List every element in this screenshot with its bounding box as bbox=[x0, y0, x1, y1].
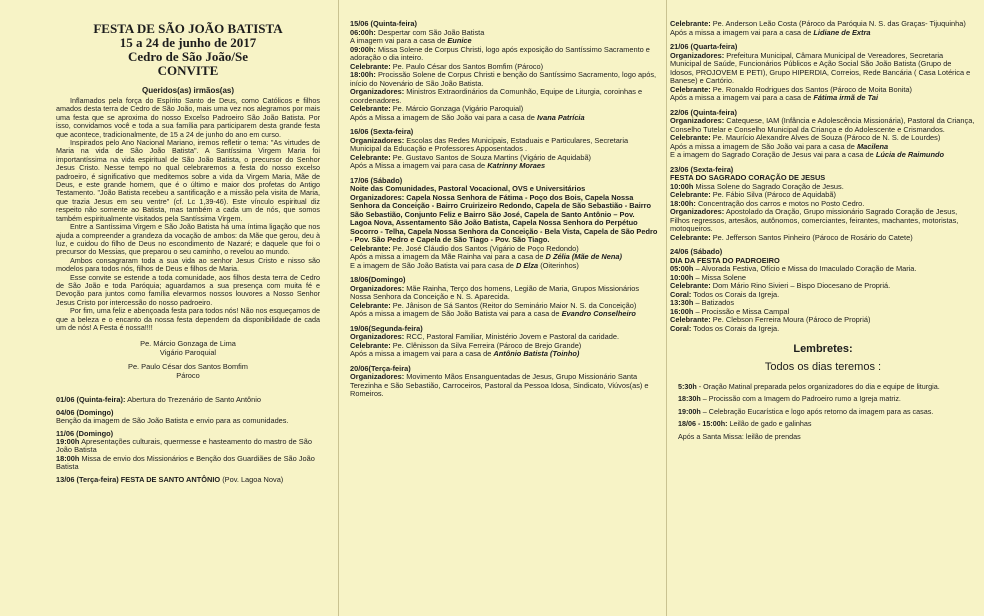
reminder-item bbox=[670, 395, 976, 403]
host-name: Macilena bbox=[856, 141, 889, 151]
line-text: Pe. José Cláudio dos Santos (Vigário de Poço Redondo) bbox=[390, 243, 579, 253]
host-name: Ivana Patrícia bbox=[536, 112, 585, 122]
line-text: Após a Missa a imagem vai para casa de bbox=[350, 161, 488, 170]
event-date: 01/06 (Quinta-feira): bbox=[56, 395, 126, 405]
line-text: Movimento Mãos Ensanguentadas de Jesus, Grupo Missionário Santa Terezinha e São Sebastião, Carroceiros, Pastoral da Pessoa Idosa, Sindicato, Viúvos(as) e Romeiros. bbox=[350, 372, 649, 398]
reminders-title: Lembretes: bbox=[793, 343, 853, 355]
event-text: Abertura do Trezenário de Santo Antônio bbox=[125, 395, 262, 405]
bold-label: Celebrante: bbox=[350, 300, 391, 310]
line-text: Após a missa a imagem de São João Batista vai para a casa de bbox=[350, 309, 562, 318]
bold-label: Organizadores: bbox=[350, 135, 405, 145]
line-text: Pe. Anderson Leão Costa (Pároco da Paróquia N. S. das Graças- Tijuquinha) bbox=[710, 19, 966, 28]
event-date: 21/06 (Quarta-feira) bbox=[670, 42, 738, 51]
line-text: Despertar com São João Batista bbox=[375, 27, 485, 37]
line-text: Ministros Extraordinários da Comunhão, Equipe de Liturgia, coroinhas e coordenadores. bbox=[350, 87, 643, 105]
bold-label: Celebrante: bbox=[670, 232, 711, 242]
host-name: Lúcia de Raimundo bbox=[875, 150, 944, 159]
signature bbox=[56, 340, 320, 357]
line-text: RCC, Pastoral Familiar, Ministério Jovem e Pastoral da caridade. bbox=[404, 332, 620, 341]
event-line bbox=[56, 455, 320, 472]
event-line bbox=[670, 29, 976, 38]
bold-label: Coral: bbox=[670, 323, 692, 333]
host-name: Eunice bbox=[447, 36, 472, 45]
event-line bbox=[56, 438, 320, 455]
schedule-item bbox=[56, 430, 320, 472]
bold-label: Noite das Comunidades, Pastoral Vocacional, OVS e Universitários bbox=[350, 184, 586, 193]
schedule-early bbox=[56, 396, 320, 484]
line-text: – Batizados bbox=[693, 298, 735, 307]
event-line bbox=[350, 262, 658, 271]
line-text: – Procissão e Missa Campal bbox=[693, 306, 790, 316]
event-block bbox=[670, 109, 976, 160]
event-block bbox=[670, 20, 976, 37]
reminder-time: 5:30h bbox=[678, 382, 697, 391]
schedule-item bbox=[56, 409, 320, 426]
event-block bbox=[350, 325, 658, 359]
bold-label: Organizadores: Capela Nossa Senhora de Fátima - Poço dos Bois, Capela Nossa Senhora da Conceição - Bairro Cruirizeiro Redondo, Capela de São Sebastião - Bairro São Sebastião, Conjunto Feliz e Bairro São José, Capela de Santo Antônio – Pov. Lagoa Nova, Assentamento São João Batista, Capela Nossa Senhora do Perpétuo Socorro - Telha, Capela Nossa Senhora da Conceição - Bela Vista, Capela de São Pedro - Pov. São Pedro e Capela de São Tiago - Pov. São Tiago. bbox=[350, 192, 658, 244]
event-block bbox=[350, 128, 658, 171]
bold-label: Celebrante: bbox=[670, 84, 711, 94]
host-name: D Zélia (Mãe de Nena) bbox=[545, 252, 622, 261]
event-text: Benção da imagem de São João Batista e envio para as comunidades. bbox=[56, 416, 289, 426]
signature bbox=[56, 363, 320, 380]
event-date: 17/06 (Sábado) bbox=[350, 175, 403, 185]
bold-label: Celebrante: bbox=[350, 243, 391, 253]
reminder-text: Após a Santa Missa: leilão de prendas bbox=[678, 431, 801, 441]
bold-label: Coral: bbox=[670, 289, 692, 299]
line-text: Todos os Corais da Igreja. bbox=[691, 289, 780, 299]
invitation-heading: CONVITE bbox=[157, 63, 219, 78]
line-text: Após a missa a imagem vai para a casa de bbox=[670, 93, 814, 102]
line-text: Pe. Clênisson da Silva Ferreira (Pároco de Brejo Grande) bbox=[390, 340, 582, 350]
line-text: Pe. Jefferson Santos Pinheiro (Pároco de Rosário do Catete) bbox=[710, 232, 913, 242]
event-date: 16/06 (Sexta-feira) bbox=[350, 127, 414, 136]
event-line bbox=[350, 310, 658, 319]
line-text: Após a missa a imagem de São João vai para a casa de bbox=[670, 141, 857, 151]
column-right bbox=[666, 0, 984, 616]
host-name: Lidiane de Extra bbox=[813, 27, 871, 37]
event-line bbox=[670, 208, 976, 234]
event-block bbox=[350, 276, 658, 319]
event-text: (Pov. Lagoa Nova) bbox=[220, 474, 284, 484]
reminder-item bbox=[670, 420, 976, 428]
event-block bbox=[350, 20, 658, 122]
event-line bbox=[350, 137, 658, 154]
bold-label: Organizadores: bbox=[670, 116, 725, 125]
event-line bbox=[350, 285, 658, 302]
bold-label: 10:00h bbox=[670, 181, 694, 191]
bold-label: DIA DA FESTA DO PADROEIRO bbox=[670, 255, 780, 265]
line-text: Apresentações culturais, quermesse e hasteamento do mastro de São João Batista bbox=[56, 437, 312, 455]
line-text: – Missa Solene bbox=[693, 272, 747, 282]
bold-label: 05:00h bbox=[670, 264, 694, 273]
event-date: 04/06 (Domingo) bbox=[56, 407, 114, 417]
line-text: E a imagem do Sagrado Coração de Jesus vai para a casa de bbox=[670, 150, 876, 159]
line-text: Concentração dos carros e motos no Posto Cedro. bbox=[695, 198, 865, 208]
reminder-text: – Procissão com a Imagem do Padroeiro rumo a Igreja matriz. bbox=[700, 394, 901, 404]
column-left bbox=[0, 0, 338, 616]
line-text: Após a missa a imagem vai para a casa de bbox=[350, 349, 494, 358]
line-text: Pe. Gustavo Santos de Souza Martins (Vigário de Aquidabã) bbox=[390, 152, 592, 162]
line-text: Procissão Solene de Corpus Christi e benção do Santíssimo Sacramento, logo após, início do Novenário de São João Batista. bbox=[350, 70, 657, 88]
event-line bbox=[670, 52, 976, 86]
reminder-text: - Oração Matinal preparada pelos organizadores do dia e equipe de liturgia. bbox=[696, 382, 940, 391]
event-line bbox=[350, 46, 658, 63]
event-line bbox=[350, 194, 658, 245]
event-date: 23/06 (Sexta-feira) bbox=[670, 164, 734, 174]
bold-label: 18:00h bbox=[56, 453, 80, 463]
event-line bbox=[350, 114, 658, 123]
event-date: 18/06(Domingo) bbox=[350, 275, 406, 284]
event-line bbox=[670, 94, 976, 103]
bold-label: 19:00h bbox=[56, 437, 80, 446]
bold-label: FESTA DO SAGRADO CORAÇÃO DE JESUS bbox=[670, 173, 826, 182]
line-text: (Oiterinhos) bbox=[538, 260, 579, 270]
bold-label: Organizadores: bbox=[670, 207, 725, 216]
event-date: 22/06 (Quinta-feira) bbox=[670, 107, 737, 117]
event-line bbox=[350, 71, 658, 88]
signatures bbox=[56, 340, 320, 380]
bold-label: Organizadores: bbox=[350, 372, 405, 381]
reminder-item bbox=[670, 408, 976, 416]
bold-label: Celebrante: bbox=[670, 315, 711, 324]
host-name: Antônio Batista (Toinho) bbox=[493, 349, 580, 358]
event-date: 13/06 (Terça-feira) FESTA DE SANTO ANTÔNIO bbox=[56, 474, 221, 484]
bold-label: Celebrante: bbox=[350, 152, 391, 162]
line-text: Catequese, IAM (Infância e Adolescência Missionária), Pastoral da Criança, Conselho Tutelar e Conselho Municipal da Criança e do Adolescente e Crismandos. bbox=[670, 116, 975, 134]
bold-label: Organizadores: bbox=[670, 50, 725, 60]
bold-label: Celebrante: bbox=[670, 133, 711, 142]
line-text: Missa de envio dos Missionários e Benção dos Guardiães de São João Batista bbox=[56, 453, 315, 472]
line-text: Todos os Corais da Igreja. bbox=[691, 323, 780, 333]
bold-label: 06:00h: bbox=[350, 27, 376, 37]
event-line bbox=[350, 373, 658, 399]
line-text: Pe. Ronaldo Rodrigues dos Santos (Pároco de Moita Bonita) bbox=[710, 84, 912, 94]
host-name: Katrinny Moraes bbox=[487, 161, 546, 170]
bold-label: 18:00h: bbox=[670, 198, 696, 208]
body-paragraph: Por fim, uma feliz e abençoada festa para todos nós! Não nos esqueçamos de que a beleza e o encanto da nossa festa dependem da disponibilidade de cada um de nós! A Festa é nossa!!!! bbox=[56, 306, 320, 332]
festival-dates: 15 a 24 de junho de 2017 bbox=[119, 35, 257, 50]
bold-label: 09:00h: bbox=[350, 44, 376, 54]
event-line bbox=[670, 325, 976, 334]
event-block bbox=[350, 177, 658, 271]
signer-role: Pároco bbox=[176, 370, 200, 380]
line-text: Pe. Maurício Alexandre Alves de Souza (Pároco de N. S. de Lourdes) bbox=[710, 133, 941, 142]
event-date: 11/06 (Domingo) bbox=[56, 428, 114, 438]
bold-label: Celebrante: bbox=[670, 19, 711, 28]
body-paragraph: Esse convite se estende a toda comunidade, aos filhos desta terra de Cedro de São João e toda Paróquia; aguardamos a sua presença com muita fé e Devoção para juntos como família elevarmos nossos louvores a Nosso Senhor Jesus Cristo por intercessão do nosso padroeiro. bbox=[56, 272, 320, 307]
greeting: Queridos(as) irmãos(as) bbox=[141, 86, 235, 95]
line-text: Após a Missa a imagem de São João vai para a casa de bbox=[350, 112, 537, 122]
event-line bbox=[350, 162, 658, 171]
line-text: Pe. Paulo César dos Santos Bomfim (Pároco) bbox=[390, 61, 544, 71]
event-block bbox=[350, 365, 658, 399]
event-block bbox=[670, 248, 976, 333]
line-text: Dom Mário Rino Sivieri – Bispo Diocesano de Propriá. bbox=[710, 281, 891, 290]
line-text: Escolas das Redes Municipais, Estaduais e Particulares, Secretaria Municipal da Educação e Professores Apposentados . bbox=[350, 135, 629, 153]
event-block bbox=[670, 43, 976, 103]
line-text: Pe. Fábio Silva (Pároco de Aquidabã) bbox=[710, 190, 836, 199]
line-text: Apostolado da Oração, Grupo missionário Sagrado Coração de Jesus, Filhos regressos, artesãos, autônomos, comerciantes, feirantes, machantes, motoristas, motoqueiros. bbox=[670, 207, 959, 233]
schedule-item bbox=[56, 396, 320, 404]
bold-label: Celebrante: bbox=[350, 61, 391, 71]
reminder-text: Leilão de gado e galinhas bbox=[727, 419, 812, 429]
line-text: Após a missa a imagem da Mãe Rainha vai para a casa de bbox=[350, 252, 546, 261]
reminders-list bbox=[670, 383, 976, 441]
event-line bbox=[350, 88, 658, 105]
line-text: Missa Solene do Sagrado Coração de Jesus. bbox=[693, 181, 844, 191]
body-paragraph: Ambos consagraram toda a sua vida ao senhor Jesus Cristo e nisso são modelos para todos nós, filhos de Deus e filhos de Maria. bbox=[56, 255, 320, 274]
host-name: D Elza bbox=[515, 260, 539, 270]
line-text: Missa Solene de Corpus Christi, logo após exposição do Santíssimo Sacramento e adoração o dia inteiro. bbox=[350, 44, 650, 62]
bold-label: Celebrante: bbox=[670, 281, 711, 290]
body-paragraph: Inspirados pelo Ano Nacional Mariano, iremos refletir o tema: "As virtudes de Maria na vida de São João Batista". A Santíssima Virgem Maria foi importantíssima na vida espiritual de São João Batista, o precursor do Senhor Jesus Cristo. Nesse tempo no qual celebraremos a festa do nosso excelso padroeiro, é significativo que meditemos sobre a vida da Virgem Maria, Mãe de Deus, e este grande homem, que é o último e maior dos profetas do Antigo Testamento. "João Batista recebeu a santificação e a missão pela visita de Maria, que trazia Jesus em seu ventre" (cf. Lc 1,39-46). Este vínculo espiritual diz respeito não somente ao Batista, mas também a cada um de nós, que somos também espiritualmente visitados pela Santíssima Virgem. bbox=[56, 138, 320, 223]
event-line bbox=[670, 234, 976, 243]
bold-label: 18:00h: bbox=[350, 70, 376, 79]
host-name: Evandro Conselheiro bbox=[561, 309, 636, 318]
bold-label: Organizadores: bbox=[350, 87, 405, 96]
signer-role: Vigário Paroquial bbox=[159, 347, 217, 357]
event-line bbox=[670, 151, 976, 160]
event-date: 24/06 (Sábado) bbox=[670, 247, 723, 256]
event-date: 19/06(Segunda-feira) bbox=[350, 323, 423, 333]
reminder-item bbox=[670, 383, 976, 391]
line-text: Após a missa a imagem vai para a casa de bbox=[670, 27, 814, 37]
line-text: Prefeitura Municipal, Câmara Municipal de Vereadores, Secretaria Municipal de Saúde, Funcionários Públicos e Ação Social São João Batista (Grupo de Idosos, PROJOVEM E PETI), Grupo HIPERDIA, Correios, Rede Bancária ( Casa Lotérica e Banese) e Cartório. bbox=[670, 50, 971, 85]
line-text: Pe. Clebson Ferreira Moura (Pároco de Propriá) bbox=[710, 315, 871, 324]
host-name: Fátima irmã de Tai bbox=[813, 93, 878, 102]
reminders-subtitle: Todos os dias teremos : bbox=[764, 361, 882, 373]
line-text: E a imagem de São João Batista vai para casa de bbox=[350, 260, 516, 270]
event-line bbox=[670, 117, 976, 134]
reminder-time: 18:30h bbox=[678, 394, 701, 404]
line-text: Pe. Jânison de Sá Santos (Reitor do Seminário Maior N. S. da Conceição) bbox=[390, 300, 637, 310]
event-line bbox=[350, 350, 658, 359]
schedule-item bbox=[56, 476, 320, 484]
bold-label: Celebrante: bbox=[670, 190, 711, 199]
reminder-time: 19:00h bbox=[678, 406, 701, 416]
schedule-late bbox=[670, 20, 976, 333]
event-date: 20/06(Terça-feira) bbox=[350, 363, 411, 373]
bold-label: 16:00h bbox=[670, 306, 694, 316]
reminder-text: – Celebração Eucarística e logo após retorno da imagem para as casas. bbox=[700, 406, 934, 416]
signer-name: Pe. Paulo César dos Santos Bomfim bbox=[128, 362, 248, 372]
body-paragraph: Entre a Santíssima Virgem e São João Batista há uma íntima ligação que nos ajuda a compreender a grandeza da vocação de ambos: da Mãe que gerou, deu à luz, e cuidou do filho de Deus no escondimento de Nazaré; e daquele que foi o precursor do Messias, que preparou o seu caminho, o revelou ao mundo. bbox=[56, 222, 320, 257]
event-date: 15/06 (Quinta-feira) bbox=[350, 19, 417, 28]
reminder-item bbox=[670, 433, 976, 441]
bold-label: 13:30h bbox=[670, 298, 694, 307]
line-text: Mãe Rainha, Terço dos homens, Legião de Maria, Grupos Missionários Nossa Senhora da Conceição e N. S. Aparecida. bbox=[350, 283, 640, 301]
signer-name: Pe. Márcio Gonzaga de Lima bbox=[140, 339, 236, 349]
reminder-time: 18/06 - 15:00h: bbox=[678, 419, 728, 429]
line-text: Pe. Márcio Gonzaga (Vigário Paroquial) bbox=[390, 104, 524, 113]
line-text: – Alvorada Festiva, Ofício e Missa do Imaculado Coração de Maria. bbox=[693, 264, 917, 273]
body-paragraph: Inflamados pela força do Espírito Santo de Deus, como Católicos e filhos amados desta terra de Cedro de São João, mais uma vez nos alegramos por mais uma festa que se aproxima do nosso Excelso Padroeiro São João Batista. Por isso, convidamos você e toda a sua família para participarem desta grande festa que acontece, tradicionalmente, de 15 a 24 de junho do ano em curso. bbox=[56, 96, 320, 139]
bold-label: Celebrante: bbox=[350, 340, 391, 350]
invitation-body bbox=[56, 97, 320, 332]
bold-label: Organizadores: bbox=[350, 332, 405, 341]
bold-label: 10:00h bbox=[670, 272, 694, 282]
column-middle bbox=[338, 0, 666, 616]
bold-label: Organizadores: bbox=[350, 283, 405, 293]
line-text: A imagem vai para a casa de bbox=[350, 36, 448, 45]
event-block bbox=[670, 166, 976, 243]
bold-label: Celebrante: bbox=[350, 104, 391, 113]
festival-title: FESTA DE SÃO JOÃO BATISTA bbox=[93, 21, 283, 36]
festival-location: Cedro de São João/Se bbox=[127, 49, 248, 64]
